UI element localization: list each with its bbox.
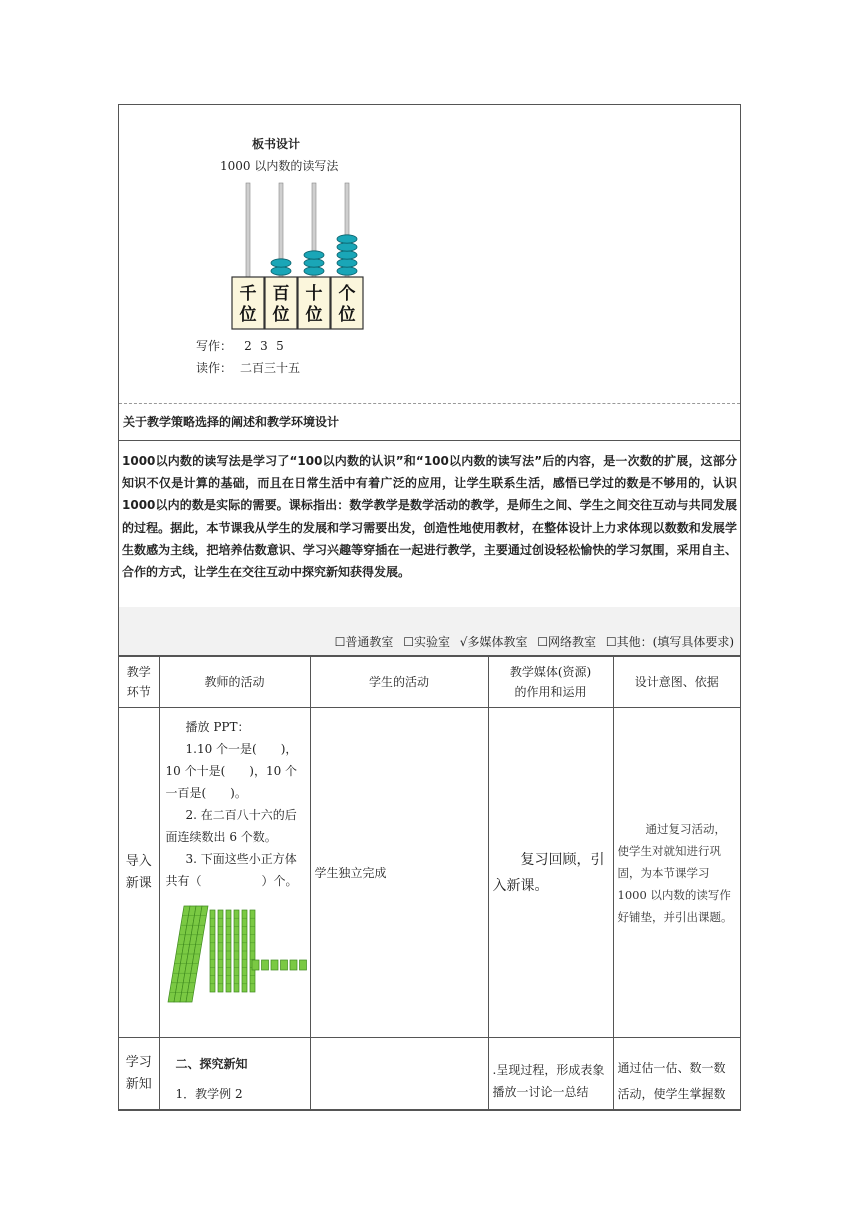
environment-row xyxy=(119,607,740,656)
board-subtitle: 1000 以内数的读写法 xyxy=(220,159,339,173)
write-row xyxy=(196,337,288,354)
unit-cube xyxy=(280,960,287,970)
option-regular-classroom[interactable]: ☐普通教室 xyxy=(334,635,394,649)
media-cell: 复习回顾，引入新课。 xyxy=(488,708,613,1038)
teacher-line: 2. 在二百八十六的后面连续数出 6 个数。 xyxy=(165,808,297,844)
environment-options xyxy=(329,633,734,650)
teacher-line: 3. 下面这些小正方体共有（ ）个。 xyxy=(165,852,298,888)
digit-ones: 5 xyxy=(276,339,284,353)
abacus-bead xyxy=(337,267,357,275)
option-multimedia-classroom[interactable]: √多媒体教室 xyxy=(459,635,528,649)
read-value: 二百三十五 xyxy=(240,361,301,375)
media-cell: .呈现过程，形成表象播放一讨论一总结 xyxy=(488,1038,613,1110)
place-label: 位 xyxy=(305,305,323,325)
teacher-line: 1．教学例 2 xyxy=(175,1086,243,1101)
board-title: 板书设计 xyxy=(252,137,301,151)
header-student: 学生的活动 xyxy=(310,657,488,708)
abacus-bead xyxy=(337,259,357,267)
abacus-bead xyxy=(271,259,291,267)
table-row xyxy=(119,1038,740,1110)
student-activity-cell: 学生独立完成 xyxy=(310,708,488,1038)
option-lab[interactable]: ☐实验室 xyxy=(403,635,450,649)
teacher-activity-cell xyxy=(159,708,310,1038)
option-other[interactable]: ☐其他：(填写具体要求) xyxy=(605,635,734,649)
option-network-classroom[interactable]: ☐网络教室 xyxy=(537,635,597,649)
teacher-line: 播放 PPT： xyxy=(185,720,250,734)
teacher-line: 二、探究新知 xyxy=(175,1056,248,1071)
unit-cube xyxy=(299,960,306,970)
unit-cube xyxy=(252,960,259,970)
abacus-bead xyxy=(337,235,357,243)
phase-cell: 学习 新知 xyxy=(119,1038,159,1110)
place-label: 位 xyxy=(239,305,257,325)
abacus-bead xyxy=(337,251,357,259)
phase-cell: 导入 新课 xyxy=(119,708,159,1038)
cubes-illustration xyxy=(166,902,310,1006)
strategy-body: 1000以内数的读写法是学习了“100以内数的认识”和“100以内数的读写法”后的内容，是一次数的扩展，这部分知识不仅是计算的基础，而且在日常生活中有着广泛的应用，让学生联系生活，感悟已学过的数是不够用的，认识1000以内的数是实际的需要。课标指出：数学教学是数学活动的教学，是师生之间、学生之间交往互动与共同发展的过程。据此，本节课我从学生的发展和学习需要出发，创造性地使用教材，在整体设计上力求体现以数数和发展学生数感为主线，把培养估数意识、学习兴趣等穿插在一起进行教学，主要通过创设轻松愉快的学习氛围，采用自主、合作的方式，让学生在交往互动中探究新知获得发展。 xyxy=(122,454,737,580)
place-label: 位 xyxy=(272,305,290,325)
write-label: 写作： xyxy=(196,339,233,353)
lesson-plan-frame xyxy=(118,104,741,1111)
digit-tens: 3 xyxy=(260,339,268,353)
abacus-bead xyxy=(271,267,291,275)
abacus-rod xyxy=(246,183,250,277)
student-activity-cell xyxy=(310,1038,488,1110)
table-row xyxy=(119,708,740,1038)
header-phase: 教学 环节 xyxy=(119,657,159,708)
teacher-line: 1.10 个一是( )，10 个十是( )，10 个一百是( )。 xyxy=(165,742,298,800)
design-cell: 通过估一估、数一数活动，使学生掌握数 xyxy=(613,1038,740,1110)
digit-hundreds: 2 xyxy=(244,339,252,353)
teacher-activity-cell xyxy=(159,1038,310,1110)
place-label: 千 xyxy=(239,284,257,304)
abacus-bead xyxy=(304,251,324,259)
unit-cube xyxy=(271,960,278,970)
place-label: 十 xyxy=(305,284,323,304)
place-label: 百 xyxy=(272,284,290,304)
abacus-bead xyxy=(337,243,357,251)
read-row xyxy=(196,359,300,376)
unit-cube xyxy=(290,960,297,970)
lesson-table xyxy=(119,656,740,1110)
place-label: 个 xyxy=(338,284,356,304)
read-label: 读作： xyxy=(196,361,233,375)
abacus-bead xyxy=(304,259,324,267)
unit-cube xyxy=(261,960,268,970)
place-label: 位 xyxy=(338,305,356,325)
header-media: 教学媒体(资源) 的作用和运用 xyxy=(488,657,613,708)
table-header-row xyxy=(119,657,740,708)
board-design-section xyxy=(119,105,740,404)
abacus-bead xyxy=(304,267,324,275)
header-teacher: 教师的活动 xyxy=(159,657,310,708)
design-cell: 通过复习活动，使学生对就知进行巩固，为本节课学习 1000 以内数的读写作好铺垫，并引出课题。 xyxy=(613,708,740,1038)
header-design: 设计意图、依据 xyxy=(613,657,740,708)
write-digits xyxy=(240,339,288,353)
abacus-illustration xyxy=(231,181,371,331)
strategy-heading: 关于教学策略选择的阐述和教学环境设计 xyxy=(119,404,740,441)
